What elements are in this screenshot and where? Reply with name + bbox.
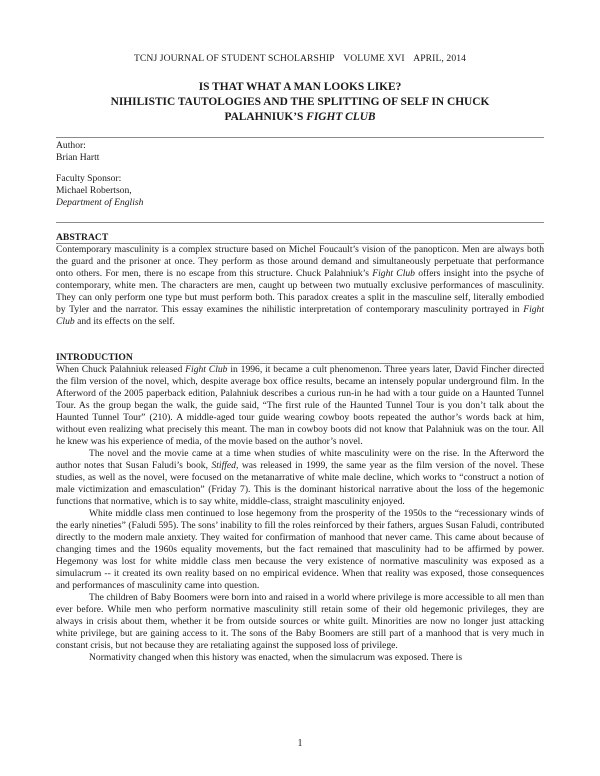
sponsor-name: Michael Robertson, xyxy=(56,185,132,196)
intro-paragraph-5: Normativity changed when this history was enacted, when the simulacrum was exposed. There is xyxy=(89,652,463,663)
introduction-heading: INTRODUCTION xyxy=(56,352,133,363)
author-label: Author: xyxy=(56,140,86,151)
title-line-2: NIHILISTIC TAUTOLOGIES AND THE SPLITTING OF SELF IN CHUCK xyxy=(110,96,490,108)
introduction-body xyxy=(56,364,544,664)
sponsor-block xyxy=(56,173,143,209)
abstract-body xyxy=(56,244,544,328)
page-number: 1 xyxy=(297,738,303,749)
title-line-1: IS THAT WHAT A MAN LOOKS LIKE? xyxy=(198,81,402,93)
book-title-emphasis: FIGHT CLUB xyxy=(306,111,376,123)
author-name: Brian Hartt xyxy=(56,152,100,163)
issue-date: APRIL, 2014 xyxy=(413,53,467,64)
author-block xyxy=(56,140,99,164)
sponsor-label: Faculty Sponsor: xyxy=(56,173,122,184)
title-divider xyxy=(56,137,544,138)
intro-paragraph-2: The novel and the movie came at a time when studies of white masculinity were on the rise. In the Afterword the author notes that Susan Faludi’s book, Stiffed, was released in 1999, the same year as the film version of the novel. These studies, as well as the novel, were focused on the metanarrative of white male decline, which works to “construct a notion of male victimization and emasculation” (Friday 7). This is the dominant historical narrative about the loss of the hegemonic functions that normative, which is to say white, middle-class, straight masculinity enjoyed. xyxy=(56,448,544,507)
volume-label: VOLUME XVI xyxy=(343,53,405,64)
meta-divider xyxy=(56,222,544,223)
sponsor-department: Department of English xyxy=(56,197,144,208)
journal-name: TCNJ JOURNAL OF STUDENT SCHOLARSHIP xyxy=(133,53,335,64)
title-line-3: PALAHNIUK’S FIGHT CLUB xyxy=(224,111,376,123)
article-title xyxy=(58,80,542,125)
abstract-heading: ABSTRACT xyxy=(56,232,109,243)
running-header xyxy=(0,53,600,64)
intro-paragraph-3: White middle class men continued to lose hegemony from the prosperity of the 1950s to the “recessionary winds of the early nineties” (Faludi 595). The sons’ inability to fill the roles reinforced by their fathers, argues Susan Faludi, contributed directly to the modern male anxiety. They waited for confirmation of manhood that never came. This came about because of changing times and the 1960s equality movements, but the fact remained that masculinity had to be affirmed by power. Hegemony was lost for white middle class men because the very existence of normative masculinity was exposed as a simulacrum -- it created its own reality based on no empirical evidence. When that reality was exposed, those consequences and performances of masculinity came into question. xyxy=(56,508,544,591)
abstract-paragraph: Contemporary masculinity is a complex structure based on Michel Foucault’s vision of the panopticon. Men are always both the guard and the prisoner at once. They perform as those around demand and simultaneously perpetuate that performance onto others. For men, there is no escape from this structure. Chuck Palahniuk’s Fight Club offers insight into the psyche of contemporary, white men. The characters are men, caught up between two mutually exclusive performances of masculinity. They can only perform one type but must perform both. This paradox creates a split in the masculine self, literally embodied by Tyler and the narrator. This essay examines the nihilistic interpretation of contemporary masculinity portrayed in Fight Club and its effects on the self. xyxy=(56,244,545,327)
intro-paragraph-1: When Chuck Palahniuk released Fight Club in 1996, it became a cult phenomenon. Three years later, David Fincher directed the film version of the novel, which, despite average box office results, became an intensely popular underground film. In the Afterword of the 2005 paperback edition, Palahniuk describes a curious run-in he had with a tour guide on a Haunted Tunnel Tour. As the group began the walk, the guide said, “The first rule of the Haunted Tunnel Tour is you don’t talk about the Haunted Tunnel Tour” (210). A middle-aged tour guide wearing cowboy boots repeated the author’s words back at him, without even realizing what precisely this meant. The man in cowboy boots did not know that Palahniuk was on the tour. All he knew was his experience of media, of the movie based on the author’s novel. xyxy=(56,364,545,447)
intro-paragraph-4: The children of Baby Boomers were born into and raised in a world where privilege is more accessible to all men than ever before. While men who perform normative masculinity still retain some of their old hegemonic privileges, they are always in crisis about them, whether it be from outside sources or white guilt. Minorities are now no longer just attacking white privilege, but are gaining access to it. The sons of the Baby Boomers are still part of a manhood that is very much in constant crisis, but not because they are retaliating against the supposed loss of privilege. xyxy=(56,592,544,651)
